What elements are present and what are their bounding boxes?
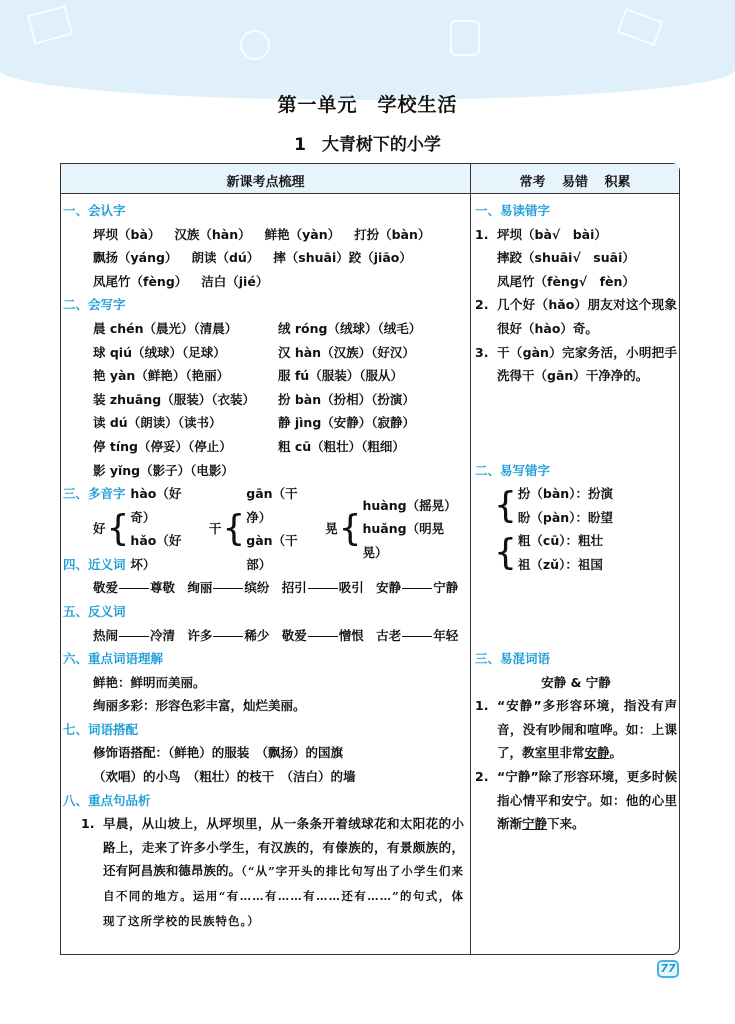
word-row — [63, 223, 468, 247]
word: 鲜艳（yàn） — [264, 226, 341, 242]
list-item — [475, 694, 677, 765]
char-entry: 球 qiú（绒球）（足球） — [93, 344, 226, 360]
item-text: 几个好（hǎo）朋友对这个现象很好（hào）奇。 — [497, 297, 677, 336]
underlined-word: 安静 — [584, 745, 610, 761]
left-column-header: 新课考点梳理 — [226, 175, 305, 190]
item-number: 2. — [475, 768, 489, 784]
globe-doodle-icon — [240, 30, 270, 60]
section-heading: 五、反义词 — [63, 603, 126, 619]
collocation-line: 修饰语搭配：（鲜艳）的服装 （飘扬）的国旗 — [93, 745, 344, 761]
content-table — [60, 163, 680, 955]
word: 安静 — [376, 580, 402, 596]
section-heading: 六、重点词语理解 — [63, 651, 164, 667]
reading: huǎng（明晃晃） — [362, 521, 445, 561]
item-number: 1. — [81, 816, 95, 832]
item-number: 3. — [475, 344, 489, 360]
page-number: 77 — [657, 960, 679, 978]
underlined-word: 宁静 — [522, 816, 548, 832]
char-entry: 装 zhuāng（服装）（衣装） — [93, 391, 255, 407]
section-heading: 七、词语搭配 — [63, 721, 139, 737]
char-row — [63, 317, 468, 341]
char-entry: 服 fú（服装）（服从） — [278, 368, 403, 384]
char-row — [63, 459, 468, 483]
char-entry: 晨 chén（晨光）（清晨） — [93, 320, 238, 336]
list-item — [475, 341, 677, 388]
item-text: “宁静”除了形容环境，更多时候指心情平和安宁。如：他的心里渐渐 — [497, 768, 677, 832]
word: 尊敬 — [150, 580, 176, 596]
item-text: 干（gàn）完家务活，小明把手洗得干（gān）干净净的。 — [497, 344, 677, 384]
section-heading: 八、重点句品析 — [63, 792, 151, 808]
word-pair — [187, 624, 269, 648]
reading: gàn（干部） — [246, 533, 298, 572]
word: 古老 — [376, 627, 402, 643]
item-number: 1. — [475, 698, 489, 714]
lesson-title — [0, 130, 735, 155]
word: 敬爱 — [281, 627, 307, 643]
char-row — [63, 435, 468, 459]
list-item — [475, 293, 677, 340]
reading: huàng（摇晃） — [362, 497, 457, 513]
char-entry: 读 dú（朗读）（读书） — [93, 415, 222, 431]
key-sentence: 早晨，从山坡上，从坪坝里，从一条条开着绒球花和太阳花的小路上，走来了许多小学生，有汉族的，有傣族的，有景颇族的，还有阿昌族和德昂族的。 — [103, 816, 464, 879]
item-number: 2. — [475, 297, 489, 313]
char-entry: 汉 hàn（汉族）（好汉） — [278, 344, 415, 360]
section-heading: 二、会写字 — [63, 297, 126, 313]
word-pair — [93, 624, 175, 648]
section-heading: 三、多音字 — [63, 486, 126, 502]
char-entry: 绒 róng（绒球）（绒毛） — [278, 320, 422, 336]
brace-icon: { — [494, 531, 517, 573]
char-entry: 盼（pàn）：盼望 — [517, 509, 613, 525]
reading: gān（干净） — [246, 486, 298, 525]
brace-icon: { — [338, 508, 362, 550]
column-divider — [470, 164, 471, 954]
section-heading: 一、易读错字 — [475, 203, 551, 218]
dash-connector — [402, 588, 432, 589]
sentence-analysis — [63, 812, 468, 933]
word-pair — [376, 624, 458, 648]
right-column-header: 常考 易错 积累 — [519, 175, 631, 190]
item-text-end: 下来。 — [547, 816, 585, 832]
word: 敬爱 — [93, 580, 119, 596]
dash-connector — [119, 636, 149, 637]
polyphone-group — [325, 494, 457, 565]
char-row — [63, 341, 468, 365]
pronunciation-entry: 坪坝（bà√ bài） — [497, 226, 607, 242]
word-pair — [282, 624, 364, 648]
word: 热闹 — [93, 627, 119, 643]
dash-connector — [213, 636, 243, 637]
analysis-note: （“从”字开头的排比句写出了小学生们来自不同的地方。运用“有……有……有……还有……”的句式，体现了这所学校的民族特色。） — [103, 864, 464, 928]
char-entry: 扮 bàn（扮相）（扮演） — [278, 391, 415, 407]
word: 许多 — [187, 627, 213, 643]
dash-connector — [308, 588, 338, 589]
section-heading: 二、易写错字 — [475, 462, 551, 478]
char-row — [63, 364, 468, 388]
word: 招引 — [281, 580, 307, 596]
word: 凤尾竹（fèng） — [93, 273, 188, 289]
word: 打扮（bàn） — [354, 226, 431, 242]
unit-name: 学校生活 — [377, 94, 458, 116]
polyphone-char: 干 — [208, 521, 222, 537]
collocation-line: （欢唱）的小鸟 （粗壮）的枝干 （洁白）的墙 — [93, 769, 356, 785]
antonym-row — [63, 624, 468, 648]
brace-icon: { — [106, 508, 130, 550]
word: 坪坝（bà） — [93, 226, 161, 242]
comparison-title: 安静 & 宁静 — [541, 674, 611, 690]
word-row — [63, 246, 468, 270]
word: 稀少 — [244, 627, 270, 643]
section-heading: 一、会认字 — [63, 203, 126, 218]
word: 汉族（hàn） — [174, 226, 251, 242]
char-entry: 影 yǐng（影子）（电影） — [93, 462, 234, 478]
brace-icon: { — [494, 484, 517, 526]
unit-title — [0, 90, 735, 117]
word: 飘扬（yáng） — [93, 250, 178, 266]
word: 冷清 — [150, 627, 176, 643]
pronunciation-entry: 摔跤（shuāi√ suāi） — [497, 250, 635, 266]
brace-icon: { — [222, 508, 246, 550]
item-text: “安静”多形容环境，指没有声音，没有吵闹和喧哗。如：上课了，教室里非常 — [497, 698, 677, 761]
item-number: 1. — [475, 226, 489, 242]
list-item — [475, 223, 677, 294]
reading: hǎo（好坏） — [130, 533, 182, 572]
word-pair — [376, 576, 458, 600]
word-pair — [282, 576, 364, 600]
lesson-name: 大青树下的小学 — [321, 135, 441, 155]
list-item — [475, 765, 677, 836]
word: 吸引 — [338, 580, 364, 596]
word: 年轻 — [433, 627, 459, 643]
word-explanation: 鲜艳：鲜明而美丽。 — [93, 674, 206, 690]
word-pair — [187, 576, 269, 600]
synonym-row — [63, 576, 468, 600]
polyphone-char: 好 — [93, 521, 106, 537]
word: 宁静 — [433, 580, 459, 596]
char-row — [63, 388, 468, 412]
char-entry: 粗（cū）：粗壮 — [517, 533, 603, 549]
word: 摔（shuāi）跤（jiāo） — [273, 250, 412, 266]
lesson-number: 1 — [294, 135, 306, 155]
section-heading: 四、近义词 — [63, 556, 126, 572]
unit-number: 第一单元 — [277, 94, 358, 116]
left-column — [63, 199, 468, 933]
dash-connector — [308, 636, 338, 637]
right-column — [475, 199, 677, 836]
dash-connector — [119, 588, 149, 589]
char-entry: 粗 cū（粗壮）（粗细） — [278, 438, 405, 454]
confusable-group — [475, 482, 677, 529]
table-header — [61, 164, 679, 194]
reading: hào（好奇） — [130, 486, 182, 525]
char-entry: 扮（bàn）：扮演 — [517, 486, 613, 502]
pronunciation-entry: 凤尾竹（fèng√ fèn） — [497, 273, 635, 289]
word: 缤纷 — [244, 580, 270, 596]
word: 憎恨 — [338, 627, 364, 643]
confusable-group — [475, 529, 677, 576]
word: 洁白（jié） — [201, 273, 269, 289]
polyphone-group — [209, 482, 309, 576]
word-pair — [93, 576, 175, 600]
char-entry: 停 tíng（停妥）（停止） — [93, 438, 232, 454]
word: 绚丽 — [187, 580, 213, 596]
dash-connector — [402, 636, 432, 637]
polyphone-char: 晃 — [325, 521, 338, 537]
word-explanation: 绚丽多彩：形容色彩丰富，灿烂美丽。 — [93, 698, 306, 714]
char-entry: 祖（zǔ）：祖国 — [517, 556, 603, 572]
char-entry: 静 jìng（安静）（寂静） — [278, 415, 416, 431]
char-entry: 艳 yàn（鲜艳）（艳丽） — [93, 368, 230, 384]
item-text-end: 。 — [609, 745, 623, 761]
word: 朗读（dú） — [191, 250, 260, 266]
char-row — [63, 411, 468, 435]
backpack-doodle-icon — [450, 20, 480, 56]
dash-connector — [213, 588, 243, 589]
word-row — [63, 270, 468, 294]
section-heading: 三、易混词语 — [475, 650, 551, 666]
